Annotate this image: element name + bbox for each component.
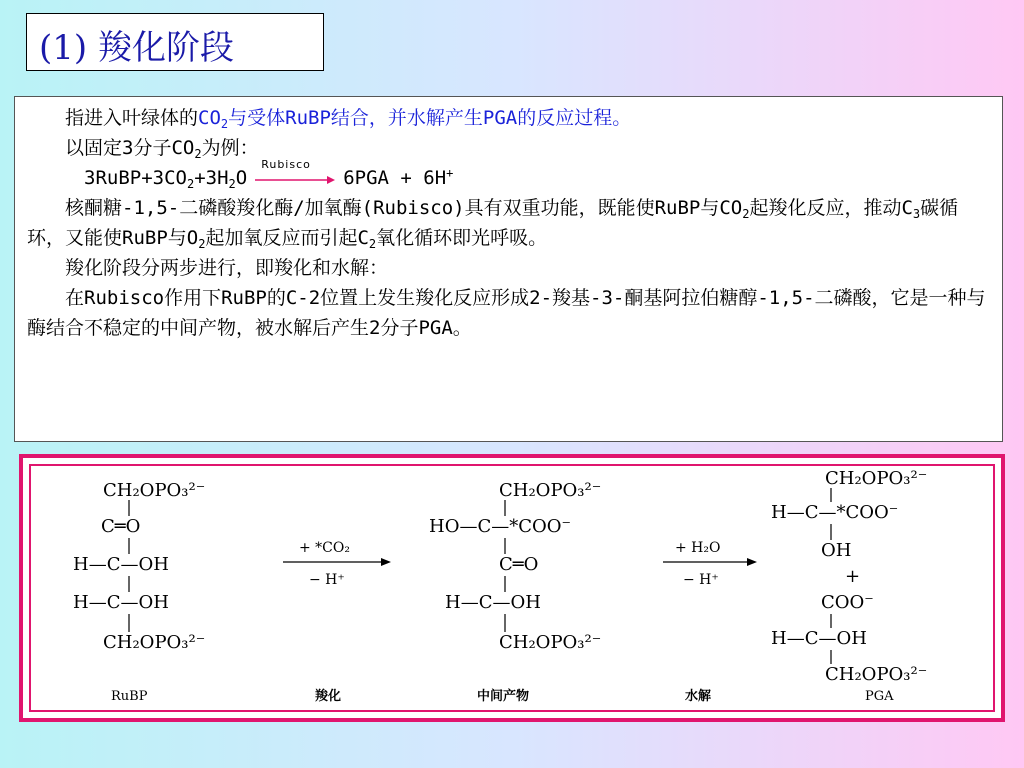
rubp-line-3: H—C—OH	[73, 554, 169, 575]
rubp-line-2: C═O	[101, 516, 141, 537]
arrow1-top-label: + *CO₂	[299, 540, 350, 556]
enzyme-arrow	[255, 157, 335, 189]
intermediate-line-5: CH₂OPO₃²⁻	[499, 632, 602, 653]
paragraph-steps: 羧化阶段分两步进行，即羧化和水解：	[65, 257, 389, 279]
enzyme-label: Rubisco	[261, 157, 311, 171]
reaction-arrow-icon	[255, 175, 335, 185]
pga-a-line-3: OH	[821, 540, 852, 561]
paragraph-definition	[27, 103, 990, 133]
arrow2-bottom-label: − H⁺	[683, 572, 719, 588]
pga-b-line-1: COO⁻	[821, 592, 874, 613]
pga-caption: PGA	[865, 689, 894, 704]
paragraph-example: 以固定3分子$CO_2$为例：	[65, 137, 259, 161]
pga-b-line-2: H—C—OH	[771, 628, 867, 649]
carboxylation-caption: 羧化	[315, 689, 342, 704]
reaction-scheme	[31, 466, 1001, 718]
hydrolysis-arrow	[663, 540, 757, 588]
pga-plus: +	[845, 566, 861, 587]
text-run-highlight: $CO_2$与受体RuBP结合，并水解产生PGA的反应过程。	[198, 107, 632, 131]
rubp-line-1: CH₂OPO₃²⁻	[103, 480, 206, 501]
intermediate-caption: 中间产物	[477, 689, 530, 704]
pga-b-line-3: CH₂OPO₃²⁻	[825, 664, 928, 685]
slide-title: (1) 羧化阶段	[39, 28, 234, 68]
arrow1-bottom-label: − H⁺	[309, 572, 345, 588]
paragraph-rubisco: 核酮糖-1,5-二磷酸羧化酶/加氧酶(Rubisco)具有双重功能，既能使RuBP与$CO_2$起羧化反应，推动$C_3$碳循环，又能使RuBP与$O_2$起加氧反应而引起$C_2$氧化循环即光呼吸。	[27, 197, 959, 251]
carboxylation-arrow	[283, 540, 391, 588]
reaction-diagram-inner-frame	[29, 464, 995, 712]
pga-a-line-2: H—C—*COO⁻	[771, 502, 899, 523]
intermediate-line-1: CH₂OPO₃²⁻	[499, 480, 602, 501]
rubp-caption: RuBP	[111, 689, 148, 704]
title-box	[26, 13, 324, 71]
pga-a-line-1: CH₂OPO₃²⁻	[825, 468, 928, 489]
rubp-line-4: H—C—OH	[73, 592, 169, 613]
intermediate-line-4: H—C—OH	[445, 592, 541, 613]
intermediate-structure	[429, 480, 601, 653]
text-run: 指进入叶绿体的	[65, 107, 199, 129]
hydrolysis-caption: 水解	[685, 689, 712, 704]
rubp-structure	[73, 480, 205, 653]
pga-structure	[771, 468, 927, 685]
paragraph-mechanism: 在Rubisco作用下RuBP的C-2位置上发生羧化反应形成2-羧基-3-酮基阿拉伯糖醇-1,5-二磷酸，它是一种与酶结合不稳定的中间产物，被水解后产生2分子PGA。	[27, 287, 986, 339]
text-panel	[14, 96, 1003, 442]
intermediate-line-2: HO—C—*COO⁻	[429, 516, 572, 537]
rubp-line-5: CH₂OPO₃²⁻	[103, 632, 206, 653]
intermediate-line-3: C═O	[499, 554, 539, 575]
reaction-diagram-frame	[19, 454, 1005, 722]
reaction-equation: $3RuBP+3CO_2+3H_2O$ Rubisco 6PGA + 6H+	[84, 157, 454, 191]
arrow2-top-label: + H₂O	[675, 540, 721, 556]
